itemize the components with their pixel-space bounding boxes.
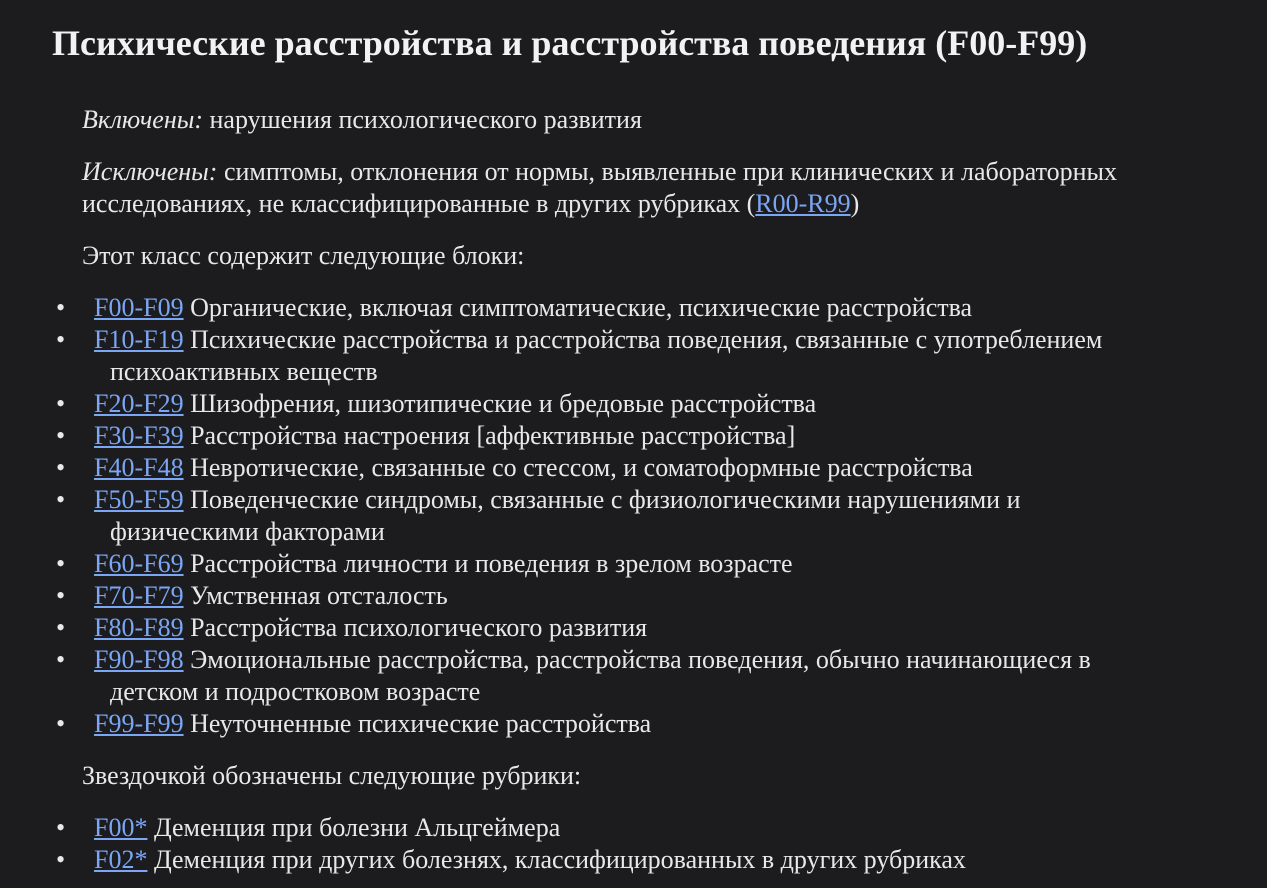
excluded-text-after: ) [850,189,860,218]
included-label: Включены: [82,105,203,134]
list-item [0,548,1175,580]
bullet-icon: • [56,581,66,610]
excluded-text: симптомы, отклонения от нормы, выявленные при клинических и лабораторных исследованиях, не классифицированные в других рубриках ( [82,157,1117,218]
block-text: Эмоциональные расстройства, расстройства поведения, обычно начинающиеся в детском и подростковом возрасте [110,645,1091,706]
list-item [0,388,1175,420]
bullet-icon: • [56,613,66,642]
block-text: Неуточненные психические расстройства [190,709,652,738]
excluded-paragraph [82,156,1257,220]
block-link[interactable]: F99-F99 [94,709,184,738]
block-link[interactable]: F30-F39 [94,421,184,450]
excluded-label: Исключены: [82,157,218,186]
block-link[interactable]: F20-F29 [94,389,184,418]
list-item [0,612,1175,644]
bullet-icon: • [56,325,66,354]
bullet-icon: • [56,645,66,674]
block-link[interactable]: F50-F59 [94,485,184,514]
included-text: нарушения психологического развития [209,105,642,134]
asterisk-heading: Звездочкой обозначены следующие рубрики: [82,761,582,790]
block-link[interactable]: F60-F69 [94,549,184,578]
bullet-icon: • [56,485,66,514]
block-link[interactable]: F00-F09 [94,293,184,322]
excluded-link[interactable]: R00-R99 [755,189,851,218]
included-paragraph [82,104,1257,136]
list-item [0,812,1175,844]
bullet-icon: • [56,813,66,842]
page-title: Психические расстройства и расстройства поведения (F00-F99) [52,23,1088,63]
blocks-heading: Этот класс содержит следующие блоки: [82,241,525,270]
asterisk-text: Деменция при других болезнях, классифицированных в других рубриках [153,845,966,874]
list-item [0,292,1175,324]
asterisk-list [0,812,1175,876]
bullet-icon: • [56,293,66,322]
list-item [0,420,1175,452]
block-link[interactable]: F10-F19 [94,325,184,354]
bullet-icon: • [56,709,66,738]
block-link[interactable]: F70-F79 [94,581,184,610]
asterisk-link[interactable]: F02* [94,845,148,874]
list-item [0,452,1175,484]
blocks-list [0,292,1175,740]
block-link[interactable]: F40-F48 [94,453,184,482]
list-item [0,844,1175,876]
bullet-icon: • [56,421,66,450]
block-text: Органические, включая симптоматические, психические расстройства [190,293,973,322]
content [56,104,1257,888]
list-item [0,644,1175,708]
bullet-icon: • [56,845,66,874]
block-text: Невротические, связанные со стессом, и соматоформные расстройства [190,453,973,482]
block-link[interactable]: F80-F89 [94,613,184,642]
block-text: Поведенческие синдромы, связанные с физиологическими нарушениями и физическими факторами [110,485,1021,546]
bullet-icon: • [56,549,66,578]
bullet-icon: • [56,389,66,418]
asterisk-text: Деменция при болезни Альцгеймера [153,813,561,842]
list-item [0,484,1175,548]
block-text: Расстройства психологического развития [190,613,648,642]
block-text: Расстройства настроения [аффективные расстройства] [190,421,796,450]
block-text: Шизофрения, шизотипические и бредовые расстройства [190,389,817,418]
list-item [0,708,1175,740]
list-item [0,324,1175,388]
block-text: Умственная отсталость [190,581,448,610]
block-text: Психические расстройства и расстройства поведения, связанные с употреблением психоактивных веществ [110,325,1103,386]
block-text: Расстройства личности и поведения в зрелом возрасте [190,549,793,578]
list-item [0,580,1175,612]
asterisk-link[interactable]: F00* [94,813,148,842]
bullet-icon: • [56,453,66,482]
block-link[interactable]: F90-F98 [94,645,184,674]
